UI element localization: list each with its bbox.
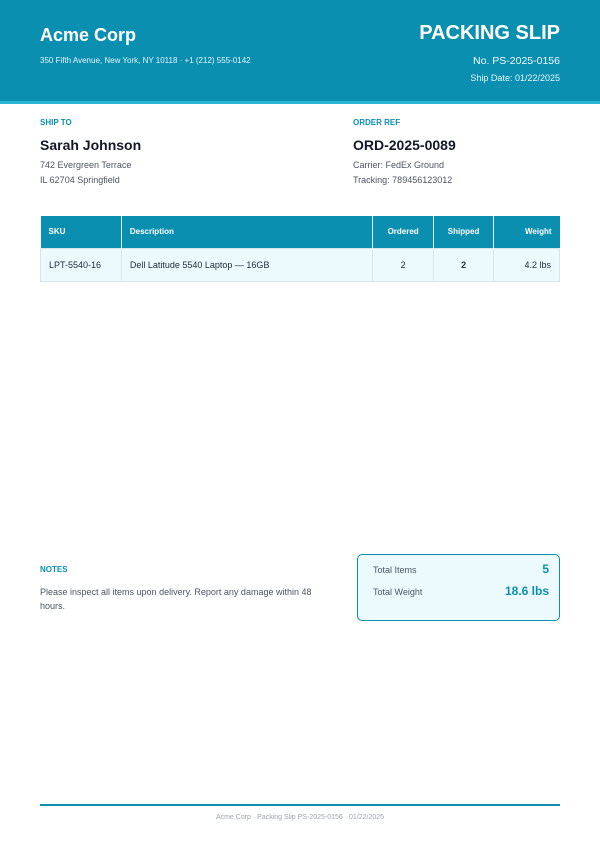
address-line-1: 742 Evergreen Terrace (40, 160, 132, 170)
column-header-description: Description (121, 216, 372, 248)
cell-sku: LPT-5540-16 (41, 248, 122, 281)
document-title: PACKING SLIP (419, 22, 560, 44)
footer-divider (40, 804, 560, 806)
column-header-shipped: Shipped (434, 216, 494, 248)
total-items-row (373, 562, 549, 578)
tracking-number: Tracking: 789456123012 (353, 175, 453, 185)
table-row (41, 248, 560, 281)
notes-section (40, 565, 330, 613)
totals-box (357, 554, 560, 621)
column-header-ordered: Ordered (373, 216, 434, 248)
ship-to-section (40, 118, 320, 185)
document-header (0, 0, 600, 104)
carrier: Carrier: FedEx Ground (353, 160, 445, 170)
notes-label: NOTES (40, 565, 68, 574)
total-weight-label: Total Weight (373, 587, 423, 597)
ship-to-label: SHIP TO (40, 118, 72, 127)
table-header-row (41, 216, 560, 248)
order-ref-label: ORDER REF (353, 118, 401, 127)
notes-text: Please inspect all items upon delivery. Report any damage within 48 hours. (40, 587, 312, 611)
address-line-2: IL 62704 Springfield (40, 175, 120, 185)
company-name: Acme Corp (40, 25, 137, 45)
items-table (40, 216, 560, 282)
total-items-label: Total Items (373, 565, 417, 575)
cell-shipped: 2 (434, 248, 494, 281)
cell-ordered: 2 (373, 248, 434, 281)
company-address: 350 Fifth Avenue, New York, NY 10118 · +1 (212) 555-0142 (40, 56, 251, 65)
document-number: No. PS-2025-0156 (473, 55, 560, 67)
column-header-weight: Weight (494, 216, 560, 248)
cell-description: Dell Latitude 5540 Laptop — 16GB (121, 248, 372, 281)
cell-weight: 4.2 lbs (494, 248, 560, 281)
total-weight-row (373, 584, 549, 600)
ship-date: Ship Date: 01/22/2025 (470, 73, 560, 83)
total-items-value: 5 (542, 562, 549, 576)
recipient-name: Sarah Johnson (40, 137, 142, 153)
column-header-sku: SKU (41, 216, 122, 248)
order-ref-section (353, 118, 573, 185)
order-number: ORD-2025-0089 (353, 137, 456, 153)
footer-text: Acme Corp · Packing Slip PS-2025-0156 · 01/22/2025 (215, 814, 385, 821)
total-weight-value: 18.6 lbs (504, 584, 549, 598)
